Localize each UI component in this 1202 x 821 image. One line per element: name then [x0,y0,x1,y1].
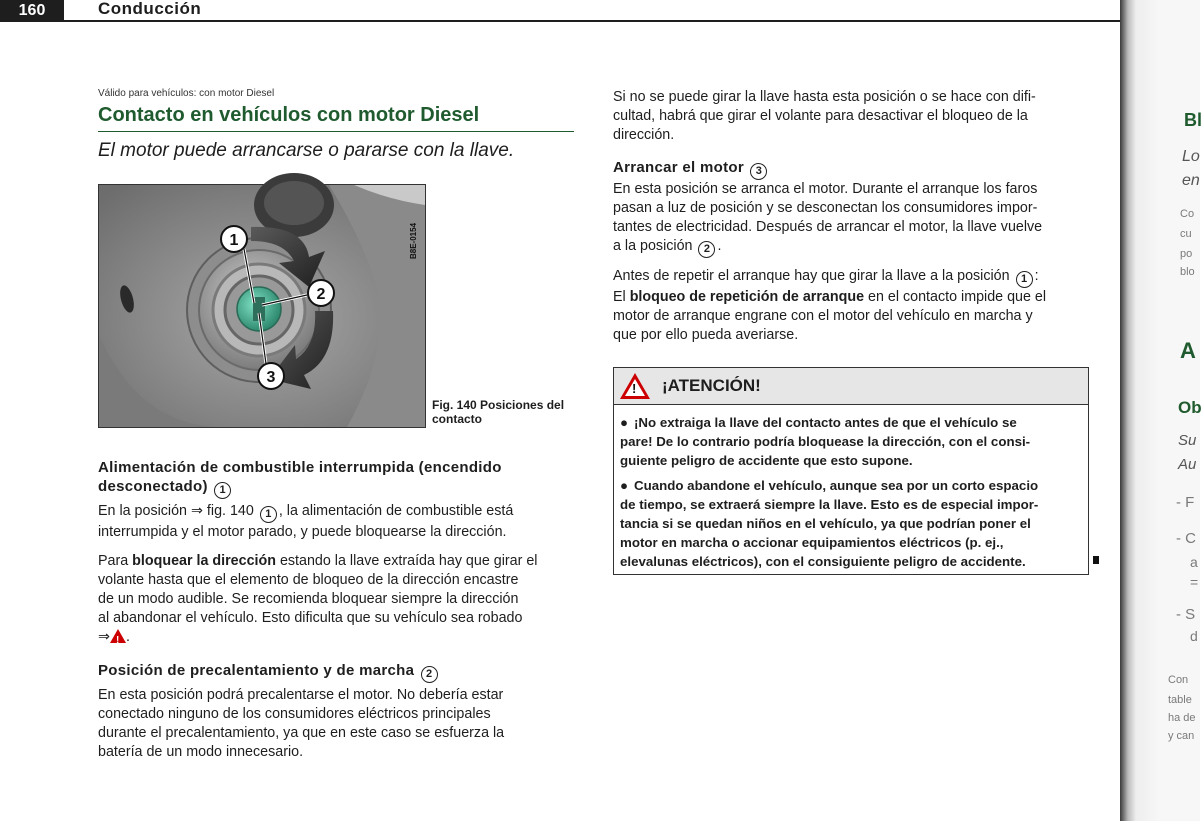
position-2-badge: 2 [421,666,438,683]
precalentamiento-paragraph: En esta posición podrá precalentarse el motor. No debería estar conectado ninguno de los consumidores eléctricos principales durante el precalentamiento, ya que en este caso se esfuerza la batería de un modo innecesario. [98,687,505,760]
edge-line: po [1180,248,1193,260]
position-1-badge: 1 [214,482,231,499]
edge-line: Co [1180,208,1195,220]
position-1-badge: 1 [260,506,277,523]
next-page-edge [1120,0,1200,821]
edge-line: = [1190,574,1199,590]
ignition-switch-illustration [99,185,425,427]
edge-line: - C [1176,530,1196,547]
callout-2 [308,280,334,306]
edge-line: Su [1178,432,1197,449]
edge-line: Au [1178,456,1197,473]
warning-icon [620,373,650,399]
page-number: 160 [0,0,64,21]
arrancar-heading: Arrancar el motor 3 [613,158,769,180]
warning-item: ● Cuando abandone el vehículo, aunque sea por un corto espacio de tiempo, se extraerá siempre la llave. Esto es de especial impor- tancia si se quedan niños en el vehículo, ya que podrían poner el motor en marcha o accionar equipamientos eléctricos (p. ej., elevalunas eléctricos), con el consiguiente peligro de accidente. [620,478,1039,569]
warning-body [614,405,1088,571]
warning-title: ¡ATENCIÓN! [662,376,761,395]
intro-paragraph: Si no se puede girar la llave hasta esta posición o se hace con difi- cultad, habrá que girar el volante para desactivar el bloqueo de la dirección. [613,89,1036,143]
arrancar-paragraph: En esta posición se arranca el motor. Durante el arranque los faros pasan a luz de posición y se desconectan los consumidores impor- tantes de electricidad. Después de arrancar el motor, la llave vuelve a la posición 2 . [613,180,1089,258]
ignition-figure [98,184,426,428]
edge-line: blo [1180,266,1195,278]
svg-text:1: 1 [229,232,239,249]
repeticion-paragraph: Antes de repetir el arranque hay que girar la llave a la posición 1 : El bloqueo de repetición de arranque en el contacto impide que el motor de arranque engrane con el motor del vehículo en marcha y que por ello pueda averiarse. [613,268,1047,343]
warning-item: ● ¡No extraiga la llave del contacto antes de que el vehículo se pare! De lo contrario podría bloquease la dirección, con el consi- guiente peligro de accidente que esto supone. [620,415,1031,468]
validity-note: Válido para vehículos: con motor Diesel [98,88,275,99]
edge-line: Ob [1178,398,1202,417]
edge-line: table [1168,694,1192,706]
svg-text:3: 3 [266,369,276,386]
alimentacion-paragraph: En la posición ⇒ fig. 140 1 , la alimentación de combustible está interrumpida y el motor parado, y puede bloquearse la dirección. [98,503,514,540]
warning-box [613,367,1089,575]
warning-header [614,368,1088,405]
warning-triangle-icon[interactable] [110,629,126,643]
header-rule [0,20,1130,22]
edge-line: y can [1168,730,1195,742]
section-end-mark [1093,556,1099,564]
section-subtitle: El motor puede arrancarse o pararse con la llave. [98,140,515,161]
edge-line: Con [1168,674,1189,686]
edge-title-fragment: Bl [1184,110,1202,130]
position-1-badge: 1 [1016,271,1033,288]
edge-line: d [1190,628,1198,644]
alimentacion-heading: Alimentación de combustible interrumpida (encendido desconectado) 1 [98,458,578,499]
position-2-badge: 2 [698,241,715,258]
callout-1 [221,226,247,252]
edge-line: - F [1176,494,1195,511]
edge-line: a [1190,554,1198,570]
edge-line: - S [1176,606,1196,623]
callout-3 [258,363,284,389]
edge-line: ha de [1168,712,1196,724]
chapter-title: Conducción [98,0,202,18]
edge-line: en [1182,172,1200,189]
edge-line: cu [1180,228,1192,240]
alimentacion-section [98,458,578,762]
figure-caption: Fig. 140 Posiciones del contacto [432,398,565,426]
bloquear-paragraph: Para bloquear la dirección estando la llave extraída hay que girar el volante hasta que el elemento de bloqueo de la dirección encastre de un modo audible. Se recomienda bloquear siempre la dirección al abandonar el vehículo. Esto dificulta que su vehículo sea robado ⇒! . [98,552,578,647]
figure-code: B8E-0154 [409,222,418,259]
edge-line: Lo [1182,148,1200,165]
section-title: Contacto en vehículos con motor Diesel [98,104,574,132]
edge-line: A [1180,338,1196,363]
svg-text:2: 2 [316,286,326,303]
position-3-badge: 3 [750,163,767,180]
precalentamiento-heading: Posición de precalentamiento y de marcha 2 [98,661,578,683]
